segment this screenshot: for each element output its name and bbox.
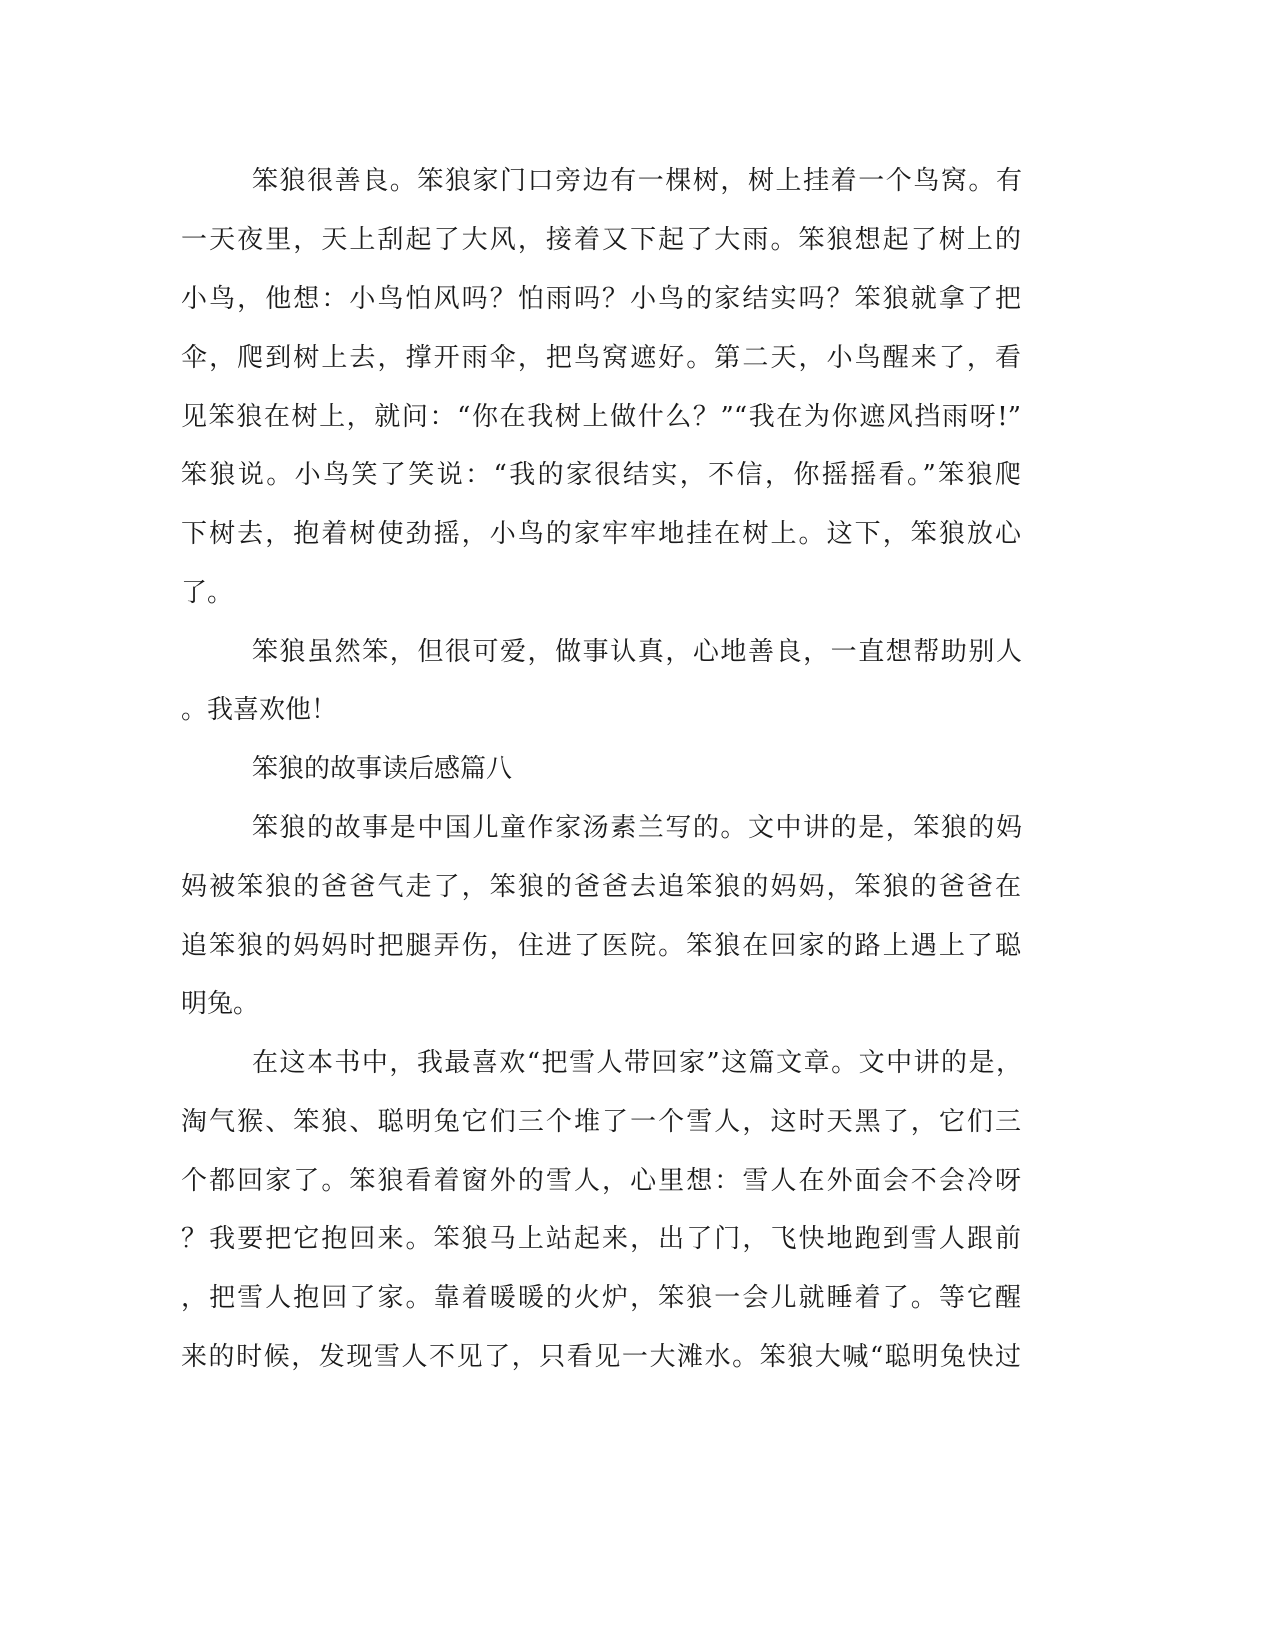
text-line: 来的时候，发现雪人不见了，只看见一大滩水。笨狼大喊“聪明兔快过 (181, 1342, 1021, 1372)
text-line: 追笨狼的妈妈时把腿弄伤，住进了医院。笨狼在回家的路上遇上了聪 (181, 931, 1021, 961)
text-line: 伞，爬到树上去，撑开雨伞，把鸟窝遮好。第二天，小鸟醒来了，看 (181, 343, 1021, 373)
text-line: 淘气猴、笨狼、聪明兔它们三个堆了一个雪人，这时天黑了，它们三 (181, 1107, 1021, 1137)
text-line: 了。 (181, 578, 234, 608)
text-line: 在这本书中，我最喜欢“把雪人带回家”这篇文章。文中讲的是， (252, 1048, 1022, 1078)
text-line: 笨狼很善良。笨狼家门口旁边有一棵树，树上挂着一个鸟窝。有 (252, 166, 1022, 196)
section-heading: 笨狼的故事读后感篇八 (252, 754, 513, 784)
text-line: 。我喜欢他！ (181, 695, 338, 725)
text-line: 个都回家了。笨狼看着窗外的雪人，心里想：雪人在外面会不会冷呀 (181, 1166, 1021, 1196)
text-line: 笨狼的故事是中国儿童作家汤素兰写的。文中讲的是，笨狼的妈 (252, 813, 1022, 843)
text-line: 见笨狼在树上，就问：“你在我树上做什么？”“我在为你遮风挡雨呀!” (181, 402, 1021, 432)
text-line: 笨狼说。小鸟笑了笑说：“我的家很结实，不信，你摇摇看。”笨狼爬 (181, 460, 1021, 490)
text-line: 一天夜里，天上刮起了大风，接着又下起了大雨。笨狼想起了树上的 (181, 225, 1021, 255)
text-line: 妈被笨狼的爸爸气走了，笨狼的爸爸去追笨狼的妈妈，笨狼的爸爸在 (181, 872, 1021, 902)
text-line: ？我要把它抱回来。笨狼马上站起来，出了门，飞快地跑到雪人跟前 (181, 1224, 1021, 1254)
text-line: ，把雪人抱回了家。靠着暖暖的火炉，笨狼一会儿就睡着了。等它醒 (181, 1283, 1021, 1313)
text-line: 明兔。 (181, 989, 260, 1019)
text-line: 小鸟，他想：小鸟怕风吗？怕雨吗？小鸟的家结实吗？笨狼就拿了把 (181, 284, 1021, 314)
text-line: 下树去，抱着树使劲摇，小鸟的家牢牢地挂在树上。这下，笨狼放心 (181, 519, 1021, 549)
text-line: 笨狼虽然笨，但很可爱，做事认真，心地善良，一直想帮助别人 (252, 637, 1022, 667)
